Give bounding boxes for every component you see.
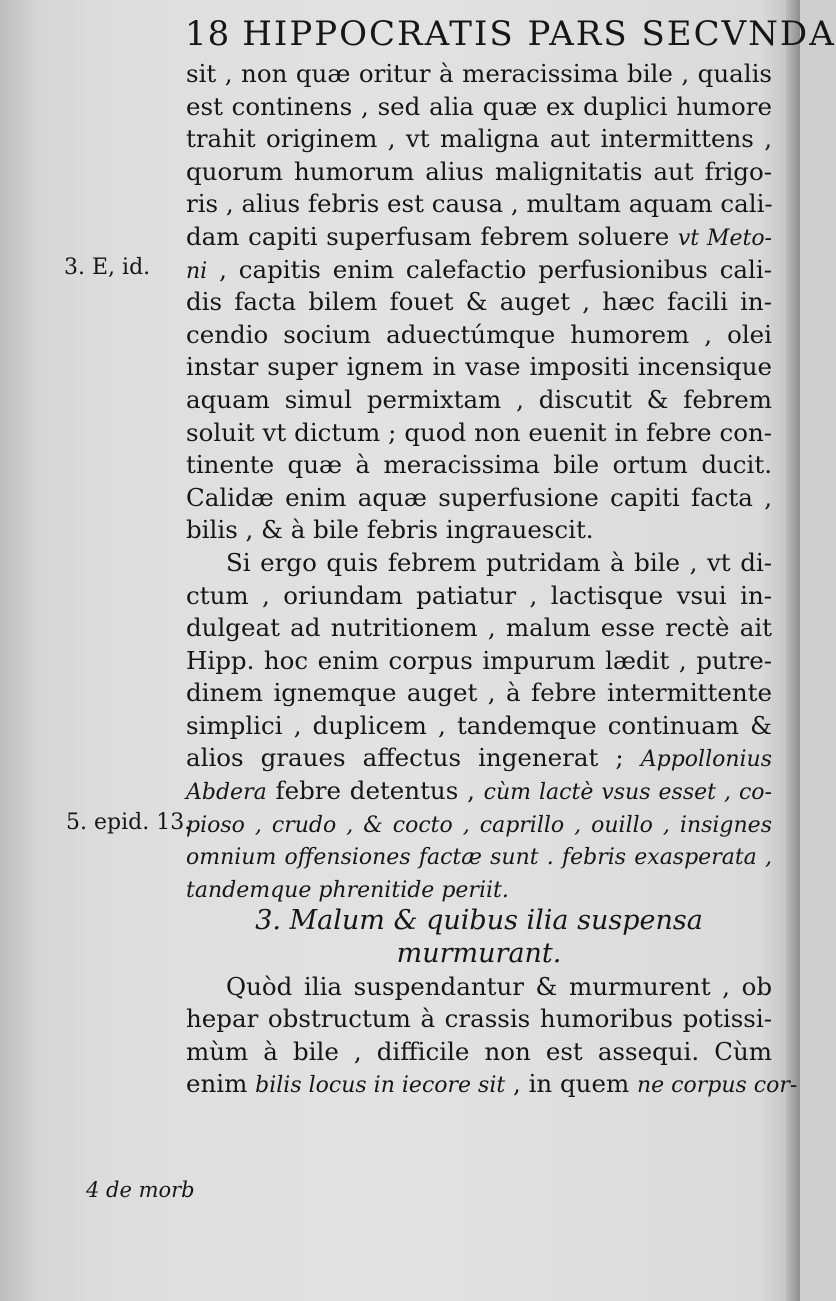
text-line <box>186 742 772 775</box>
text-line: quorum humorum alius malignitatis aut frigo- <box>186 156 772 186</box>
text-line: hepar obstructum à crassis humoribus potissi- <box>186 1004 772 1034</box>
text-line: ris , alius febris est causa , multam aquam cali- <box>186 189 773 219</box>
text-line: dulgeat ad nutritionem , malum esse rectè ait <box>186 613 772 643</box>
running-title: HIPPOCRATIS PARS SECVNDA <box>242 14 836 54</box>
italic-run: Appollonius <box>640 747 773 773</box>
text-run: dam capiti superfusam febrem soluere <box>186 221 670 251</box>
margin-note-text: 4 de morb <box>86 1178 195 1202</box>
italic-run: ne corpus cor- <box>636 1073 798 1099</box>
text-line <box>186 775 772 808</box>
text-line: Calidæ enim aquæ superfusione capiti facta , <box>186 482 772 512</box>
section-heading: 3. Malum & quibus ilia suspensa <box>255 905 703 937</box>
italic-run: pioso , crudo , & cocto , caprillo , ouillo , insignes <box>186 812 772 838</box>
text-line <box>186 873 772 906</box>
italic-run: tandemque phrenitide periit. <box>186 877 509 903</box>
text-line: Hipp. hoc enim corpus impurum lædit , putre- <box>186 645 772 675</box>
text-line <box>186 840 772 873</box>
text-run: , in quem <box>513 1069 630 1099</box>
text-line: aquam simul permixtam , discutit & febrem <box>186 384 772 414</box>
text-line: simplici , duplicem , tandemque continuam & <box>186 710 772 740</box>
text-run: enim <box>186 1069 248 1099</box>
italic-run: Abdera <box>186 780 267 806</box>
text-run: , capitis enim calefactio perfusionibus cali- <box>219 254 772 284</box>
text-line <box>186 1068 798 1101</box>
margin-note-reference-2: 5. epid. 13. <box>66 810 192 835</box>
text-line: bilis , & à bile febris ingrauescit. <box>186 515 594 545</box>
text-line: est continens , sed alia quæ ex duplici humore <box>186 91 772 121</box>
margin-note-reference-1: 3. E, id. <box>64 255 151 280</box>
text-line: instar super ignem in vase impositi incensique <box>186 352 772 382</box>
margin-note-reference-3 <box>86 1178 195 1203</box>
paragraph-start: Quòd ilia suspendantur & murmurent , ob <box>226 971 772 1001</box>
paragraph-start: Si ergo quis febrem putridam à bile , vt di- <box>226 547 772 577</box>
text-run: alios graues affectus ingenerat ; <box>186 743 624 773</box>
text-line: cendio socium aduectúmque humorem , olei <box>186 319 772 349</box>
text-line: dinem ignemque auget , à febre intermittente <box>186 678 772 708</box>
text-line: sit , non quæ oritur à meracissima bile , qualis <box>186 59 772 88</box>
italic-run: omnium offensiones factæ sunt . febris exasperata , <box>186 845 772 871</box>
text-line <box>186 254 772 287</box>
italic-run: vt Meto- <box>677 225 772 251</box>
section-heading-cont: murmurant. <box>396 938 562 970</box>
text-line: dis facta bilem fouet & auget , hæc facili in- <box>186 287 772 317</box>
text-line: tinente quæ à meracissima bile ortum ducit. <box>186 450 772 480</box>
italic-run: bilis locus in iecore sit <box>255 1073 506 1099</box>
text-run: febre detentus , <box>275 776 475 806</box>
body-text <box>186 58 798 1101</box>
text-line <box>186 808 772 841</box>
text-line: ctum , oriundam patiatur , lactisque vsui in- <box>186 580 772 610</box>
text-line: soluit vt dictum ; quod non euenit in febre con- <box>186 417 772 447</box>
text-line: trahit originem , vt maligna aut intermittens , <box>186 124 772 154</box>
italic-run: cùm lactè vsus esset , co- <box>483 780 772 806</box>
text-line: mùm à bile , difficile non est assequi. Cùm <box>186 1036 772 1066</box>
text-line <box>186 221 772 254</box>
running-header <box>185 14 836 54</box>
italic-run: ni <box>186 258 208 284</box>
page-number: 18 <box>185 14 231 54</box>
page-edge <box>786 0 800 1301</box>
